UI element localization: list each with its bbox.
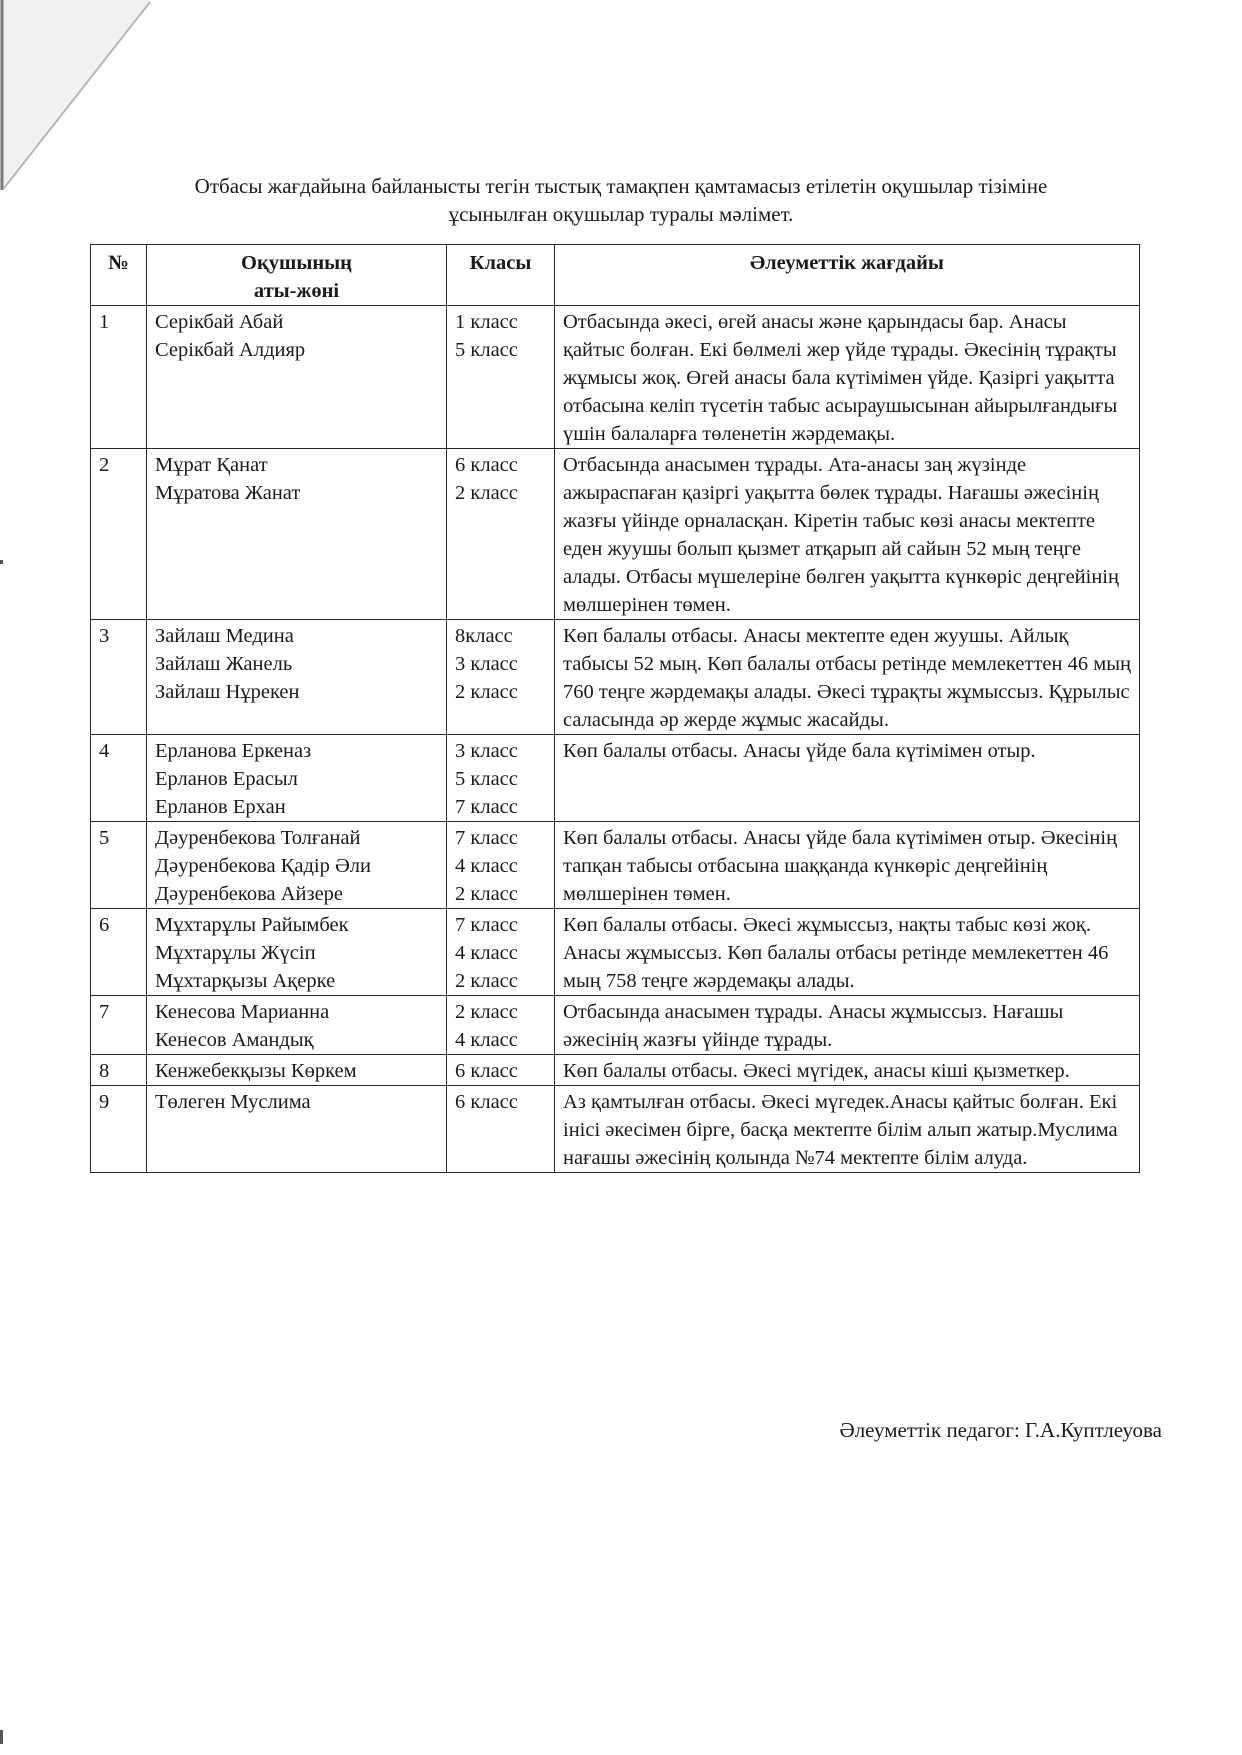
- student-class: 7 класс: [455, 796, 518, 818]
- scan-edge-mark: [0, 560, 3, 564]
- student-name: Төлеген Муслима: [155, 1091, 311, 1113]
- row-number: 9: [91, 1086, 147, 1173]
- row-number: 8: [91, 1055, 147, 1086]
- student-class: 4 класс: [455, 855, 518, 877]
- signature: Әлеуметтік педагог: Г.А.Куптлеуова: [839, 1418, 1162, 1442]
- student-class: 4 класс: [455, 942, 518, 964]
- student-class: 5 класс: [455, 339, 518, 361]
- student-class: 1 класс: [455, 311, 518, 333]
- student-name: Дәуренбекова Айзере: [155, 883, 344, 905]
- student-classes-cell: [447, 909, 555, 996]
- student-names-cell: [147, 909, 447, 996]
- student-name: Серікбай Алдияр: [155, 339, 306, 361]
- title-line-2: ұсынылған оқушылар туралы мәлімет.: [448, 202, 794, 226]
- student-name: Кенесова Марианна: [155, 1001, 330, 1023]
- student-name: Серікбай Абай: [155, 311, 284, 333]
- students-table: [90, 244, 1140, 1173]
- student-name: Мұратова Жанат: [155, 482, 301, 504]
- header-class: Класы: [447, 245, 555, 306]
- student-class: 8класс: [455, 625, 513, 647]
- social-status-cell: Көп балалы отбасы. Әкесі жұмыссыз, нақты табыс көзі жоқ. Анасы жұмыссыз. Көп балалы отбасы ретінде мемлекеттен 46 мың 758 теңге жәрдемақы алады.: [555, 909, 1140, 996]
- student-classes-cell: [447, 822, 555, 909]
- table-row: [91, 620, 1140, 735]
- student-names-cell: [147, 449, 447, 620]
- student-name: Дәуренбекова Толғанай: [155, 827, 361, 849]
- student-name: Зайлаш Нұрекен: [155, 681, 300, 703]
- student-classes-cell: [447, 306, 555, 449]
- social-status-cell: Аз қамтылған отбасы. Әкесі мүгедек.Анасы қайтыс болған. Екі інісі әкесімен бірге, басқа мектепте білім алып жатыр.Муслима нағашы әжесінің қолында №74 мектепте білім алуда.: [555, 1086, 1140, 1173]
- student-classes-cell: [447, 1086, 555, 1173]
- student-name: Зайлаш Медина: [155, 625, 294, 647]
- social-status-cell: Отбасында әкесі, өгей анасы және қарындасы бар. Анасы қайтыс болған. Екі бөлмелі жер үйде тұрады. Әкесінің тұрақты жұмысы жоқ. Өгей анасы бала күтімімен үйде. Қазіргі уақытта отбасына келіп түсетін табыс асыраушысынан айырылғандығы үшін балаларға төленетін жәрдемақы.: [555, 306, 1140, 449]
- student-class: 7 класс: [455, 914, 518, 936]
- student-name: Кенжебекқызы Көркем: [155, 1060, 357, 1082]
- student-name: Дәуренбекова Қадір Әли: [155, 855, 371, 877]
- header-name-line-2: аты-жөні: [253, 280, 340, 302]
- row-number: 4: [91, 735, 147, 822]
- table-row: [91, 996, 1140, 1055]
- student-class: 6 класс: [455, 1060, 518, 1082]
- student-names-cell: [147, 306, 447, 449]
- social-status-cell: Отбасында анасымен тұрады. Анасы жұмыссыз. Нағашы әжесінің жазғы үйінде тұрады.: [555, 996, 1140, 1055]
- student-name: Ерланов Ерхан: [155, 796, 286, 818]
- table-row: [91, 1086, 1140, 1173]
- student-classes-cell: [447, 1055, 555, 1086]
- student-names-cell: [147, 620, 447, 735]
- student-class: 2 класс: [455, 681, 518, 703]
- header-name-line-1: Оқушының: [241, 252, 352, 274]
- student-name: Мұхтарұлы Жүсіп: [155, 942, 316, 964]
- row-number: 1: [91, 306, 147, 449]
- student-class: 6 класс: [455, 454, 518, 476]
- student-name: Мұрат Қанат: [155, 454, 268, 476]
- table-row: [91, 449, 1140, 620]
- table-row: [91, 306, 1140, 449]
- student-name: Ерланова Еркеназ: [155, 740, 312, 762]
- social-status-cell: Көп балалы отбасы. Әкесі мүгідек, анасы кіші қызметкер.: [555, 1055, 1140, 1086]
- social-status-cell: Көп балалы отбасы. Анасы үйде бала күтімімен отыр. Әкесінің тапқан табысы отбасына шаққанда күнкөріс деңгейінің мөлшерінен төмен.: [555, 822, 1140, 909]
- header-social: Әлеуметтік жағдайы: [555, 245, 1140, 306]
- student-classes-cell: [447, 735, 555, 822]
- student-class: 3 класс: [455, 653, 518, 675]
- student-classes-cell: [447, 449, 555, 620]
- student-class: 2 класс: [455, 883, 518, 905]
- row-number: 7: [91, 996, 147, 1055]
- student-class: 6 класс: [455, 1091, 518, 1113]
- header-name: [147, 245, 447, 306]
- student-name: Мұхтарұлы Райымбек: [155, 914, 349, 936]
- student-names-cell: [147, 1055, 447, 1086]
- student-class: 3 класс: [455, 740, 518, 762]
- student-name: Кенесов Амандық: [155, 1029, 314, 1051]
- title-line-1: Отбасы жағдайына байланысты тегін тыстық тамақпен қамтамасыз етілетін оқушылар тізіміне: [194, 174, 1048, 198]
- row-number: 2: [91, 449, 147, 620]
- student-names-cell: [147, 996, 447, 1055]
- student-name: Ерланов Ерасыл: [155, 768, 298, 790]
- student-name: Зайлаш Жанель: [155, 653, 293, 675]
- table-row: [91, 1055, 1140, 1086]
- table-row: [91, 822, 1140, 909]
- student-class: 2 класс: [455, 482, 518, 504]
- table-header-row: [91, 245, 1140, 306]
- student-name: Мұхтарқызы Ақерке: [155, 970, 336, 992]
- row-number: 6: [91, 909, 147, 996]
- scan-edge-mark: [0, 1730, 3, 1744]
- student-class: 2 класс: [455, 970, 518, 992]
- table-body: [91, 306, 1140, 1173]
- row-number: 3: [91, 620, 147, 735]
- row-number: 5: [91, 822, 147, 909]
- social-status-cell: Көп балалы отбасы. Анасы мектепте еден жуушы. Айлық табысы 52 мың. Көп балалы отбасы ретінде мемлекеттен 46 мың 760 теңге жәрдемақы алады. Әкесі тұрақты жұмыссыз. Құрылыс саласында әр жерде жұмыс жасайды.: [555, 620, 1140, 735]
- student-classes-cell: [447, 996, 555, 1055]
- student-class: 5 класс: [455, 768, 518, 790]
- student-names-cell: [147, 735, 447, 822]
- social-status-cell: Отбасында анасымен тұрады. Ата-анасы заң жүзінде ажыраспаған қазіргі уақытта бөлек тұрады. Нағашы әжесінің жазғы үйінде орналасқан. Кіретін табыс көзі анасы мектепте еден жуушы болып қызмет атқарып ай сайын 52 мың теңге алады. Отбасы мүшелеріне бөлген уақытта күнкөріс деңгейінің мөлшерінен төмен.: [555, 449, 1140, 620]
- header-number: №: [91, 245, 147, 306]
- student-names-cell: [147, 822, 447, 909]
- student-names-cell: [147, 1086, 447, 1173]
- document-title: [60, 172, 1182, 228]
- table-row: [91, 735, 1140, 822]
- student-class: 2 класс: [455, 1001, 518, 1023]
- student-class: 7 класс: [455, 827, 518, 849]
- table-row: [91, 909, 1140, 996]
- student-classes-cell: [447, 620, 555, 735]
- student-class: 4 класс: [455, 1029, 518, 1051]
- social-status-cell: Көп балалы отбасы. Анасы үйде бала күтімімен отыр.: [555, 735, 1140, 822]
